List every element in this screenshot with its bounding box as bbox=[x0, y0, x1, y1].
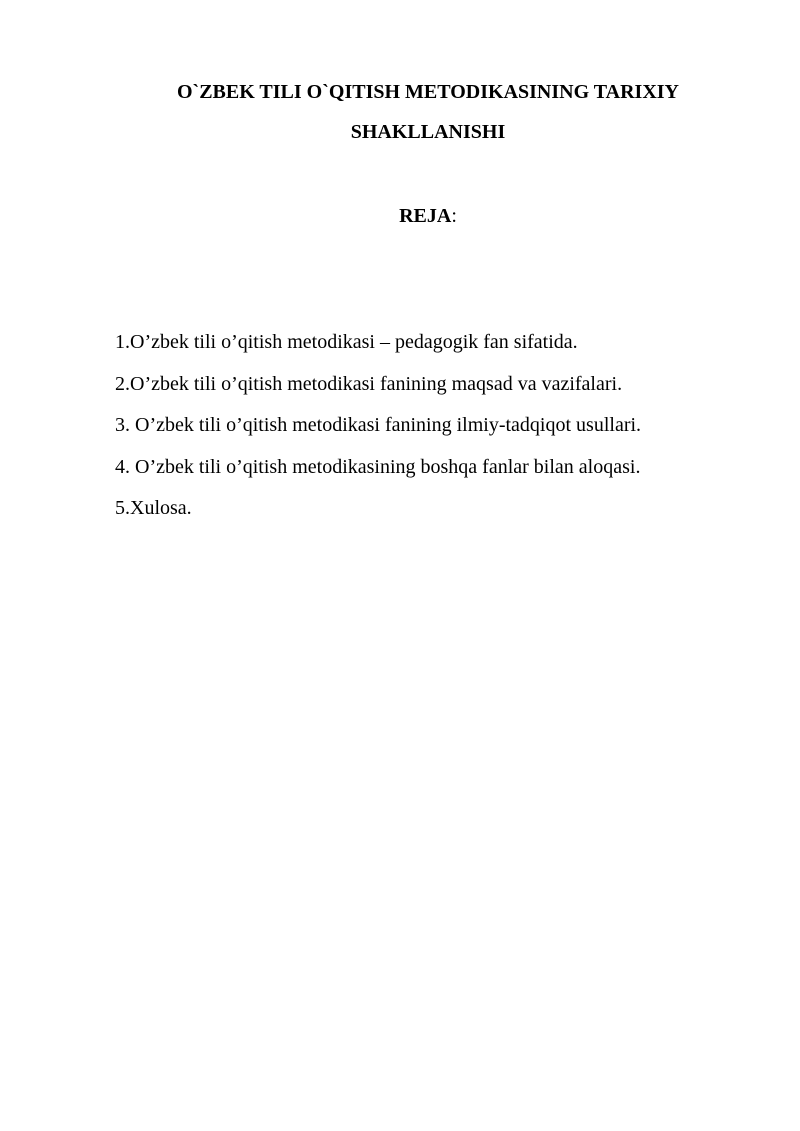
plan-heading-colon: : bbox=[451, 205, 457, 227]
plan-list bbox=[115, 322, 742, 530]
document-title-line-1: O`ZBEK TILI O`QITISH METODIKASINING TARIXIY bbox=[177, 81, 679, 103]
document-title bbox=[100, 72, 756, 152]
plan-heading-label: REJA bbox=[399, 205, 452, 227]
plan-heading bbox=[100, 196, 756, 236]
document-title-line-2: SHAKLLANISHI bbox=[350, 121, 506, 143]
plan-item-2: 2.O’zbek tili o’qitish metodikasi fanining maqsad va vazifalari. bbox=[115, 372, 623, 395]
plan-item-4: 4. O’zbek tili o’qitish metodikasining boshqa fanlar bilan aloqasi. bbox=[115, 455, 641, 478]
plan-item-3: 3. O’zbek tili o’qitish metodikasi fanining ilmiy-tadqiqot usullari. bbox=[115, 414, 642, 436]
plan-item-5: 5.Xulosa. bbox=[115, 497, 192, 519]
plan-item-1: 1.O’zbek tili o’qitish metodikasi – pedagogik fan sifatida. bbox=[115, 331, 578, 353]
